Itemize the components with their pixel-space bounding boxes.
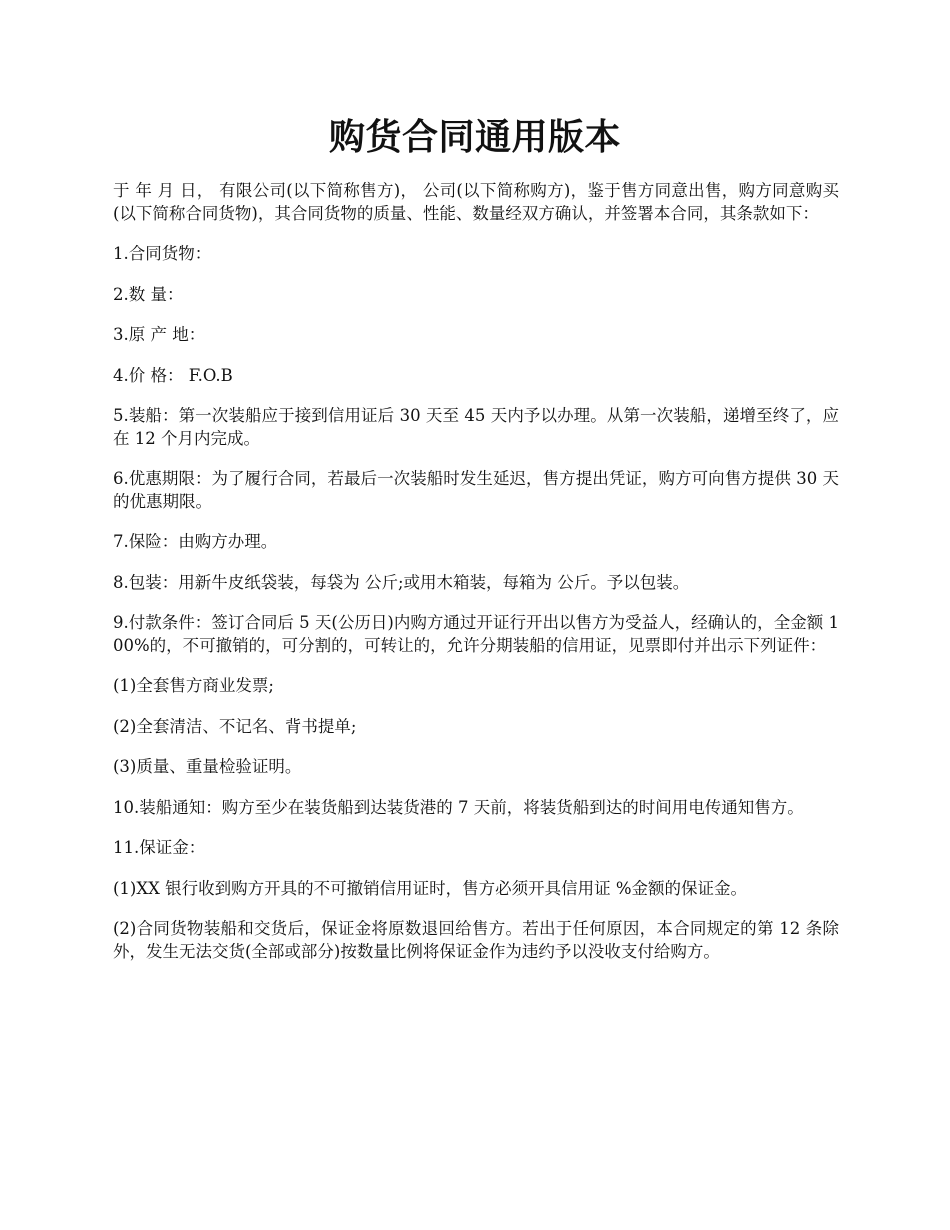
payment-doc-3: (3)质量、重量检验证明。: [113, 757, 302, 776]
deposit-item-2: (2)合同货物装船和交货后，保证金将原数退回给售方。若出于任何原因，本合同规定的第 12 条除外，发生无法交货(全部或部分)按数量比例将保证金作为违约予以没收支付给购方。: [113, 919, 839, 961]
clause-3-origin: 3.原 产 地：: [113, 325, 206, 344]
document-body: [113, 180, 839, 981]
clause-8-packing: 8.包装：用新牛皮纸袋装，每袋为 公斤;或用木箱装，每箱为 公斤。予以包装。: [113, 572, 690, 592]
document-title: 购货合同通用版本: [328, 116, 621, 158]
clause-2-quantity: 2.数 量：: [113, 284, 184, 304]
clause-4-price: 4.价 格： F.O.B: [113, 365, 233, 385]
payment-doc-1: (1)全套售方商业发票;: [113, 676, 274, 695]
payment-doc-2: (2)全套清洁、不记名、背书提单;: [113, 716, 357, 736]
clause-1-goods: 1.合同货物：: [113, 244, 212, 263]
deposit-item-1: (1)XX 银行收到购方开具的不可撤销信用证时，售方必须开具信用证 %金额的保证金。: [113, 878, 748, 898]
clause-9-payment: 9.付款条件：签订合同后 5 天(公历日)内购方通过开证行开出以售方为受益人，经确认的，全金额 100%的，不可撤销的，可分割的，可转让的，允许分期装船的信用证，见票即付并出示下列证件：: [113, 613, 839, 655]
intro-paragraph: 于 年 月 日， 有限公司(以下简称售方)， 公司(以下简称购方)，鉴于售方同意出售，购方同意购买 (以下简称合同货物)，其合同货物的质量、性能、数量经双方确认，并签署本合同，其条款如下：: [113, 181, 839, 223]
clause-5-shipment: 5.装船：第一次装船应于接到信用证后 30 天至 45 天内予以办理。从第一次装船，递增至终了，应在 12 个月内完成。: [113, 406, 839, 448]
clause-11-deposit: 11.保证金：: [113, 838, 206, 857]
clause-7-insurance: 7.保险：由购方办理。: [113, 532, 278, 551]
clause-10-shipping-notice: 10.装船通知：购方至少在装货船到达装货港的 7 天前，将装货船到达的时间用电传通知售方。: [113, 797, 804, 817]
clause-6-grace-period: 6.优惠期限：为了履行合同，若最后一次装船时发生延迟，售方提出凭证，购方可向售方提供 30 天的优惠期限。: [113, 469, 839, 511]
